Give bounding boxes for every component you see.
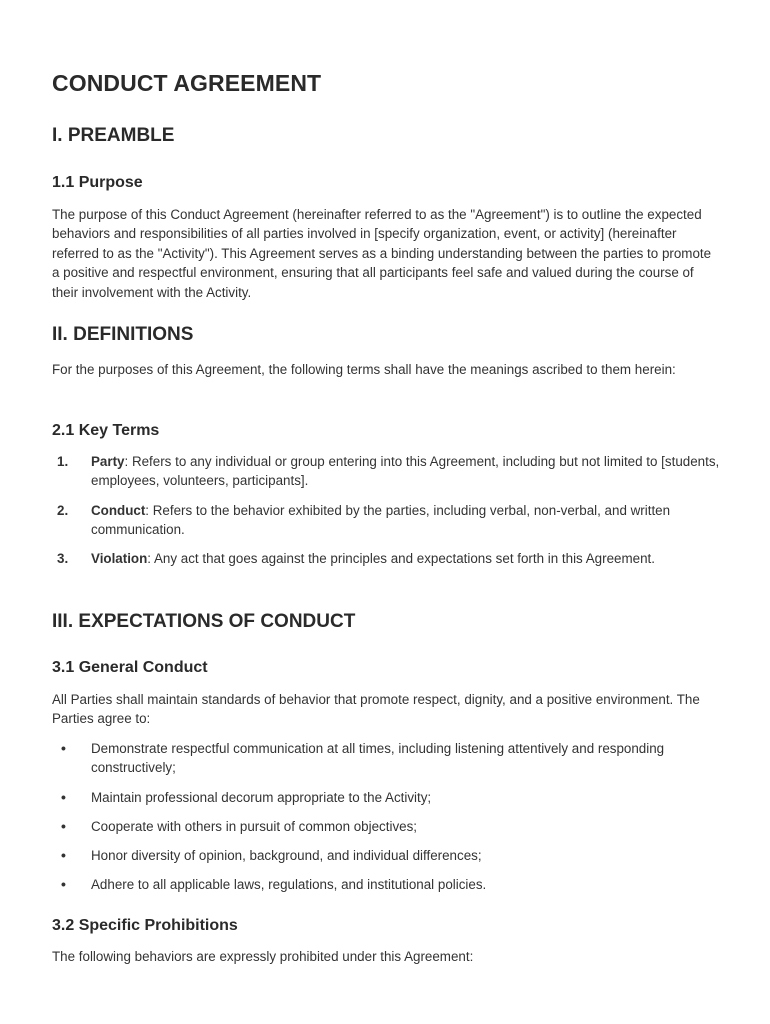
list-item — [52, 501, 722, 540]
term-definition: : Any act that goes against the principles and expectations set forth in this Agreement. — [147, 551, 655, 566]
section-heading-definitions: II. DEFINITIONS — [52, 324, 194, 345]
document-title: CONDUCT AGREEMENT — [52, 70, 322, 96]
list-item — [52, 788, 722, 807]
term-definition: : Refers to any individual or group entering into this Agreement, including but not limited to [students, employees, volunteers, participants]. — [91, 454, 720, 489]
bullet-icon: • — [61, 789, 66, 805]
bullet-icon: • — [61, 740, 66, 756]
purpose-paragraph: The purpose of this Conduct Agreement (hereinafter referred to as the "Agreement") is to outline the expected behaviors and responsibilities of all parties involved in [specify organization, event, or activity] (hereinafter referred to as the "Activity"). This Agreement serves as a binding understanding between the parties to promote a positive and respectful environment, ensuring that all participants feel safe and valued during the course of their involvement with the Activity. — [52, 207, 712, 300]
list-item — [52, 817, 722, 836]
term-label: Party — [91, 454, 125, 469]
bullet-icon: • — [61, 876, 66, 892]
section-heading-expectations: III. EXPECTATIONS OF CONDUCT — [52, 611, 356, 632]
subsection-heading-purpose: 1.1 Purpose — [52, 174, 143, 191]
definitions-intro-paragraph: For the purposes of this Agreement, the following terms shall have the meanings ascribed to them herein: — [52, 362, 676, 377]
list-item — [52, 452, 722, 491]
list-item-text: Honor diversity of opinion, background, and individual differences; — [91, 848, 482, 863]
section-heading-preamble: I. PREAMBLE — [52, 125, 175, 146]
list-item-text: Demonstrate respectful communication at all times, including listening attentively and responding constructively; — [91, 741, 665, 776]
term-definition: : Refers to the behavior exhibited by the parties, including verbal, non-verbal, and written communication. — [91, 503, 671, 538]
prohibitions-intro-paragraph: The following behaviors are expressly prohibited under this Agreement: — [52, 949, 474, 964]
list-item — [52, 739, 722, 778]
list-item-text: Cooperate with others in pursuit of common objectives; — [91, 819, 417, 834]
bullet-icon: • — [61, 818, 66, 834]
list-item — [52, 549, 722, 568]
list-item-number: 3. — [57, 551, 69, 566]
list-item — [52, 875, 722, 894]
term-label: Violation — [91, 551, 148, 566]
list-item-number: 1. — [57, 454, 69, 469]
bullet-icon: • — [61, 847, 66, 863]
list-item-text: Maintain professional decorum appropriate to the Activity; — [91, 790, 432, 805]
subsection-heading-specific-prohibitions: 3.2 Specific Prohibitions — [52, 917, 238, 934]
subsection-heading-general-conduct: 3.1 General Conduct — [52, 659, 208, 676]
list-item-number: 2. — [57, 503, 69, 518]
subsection-heading-key-terms: 2.1 Key Terms — [52, 422, 160, 439]
list-item-text: Adhere to all applicable laws, regulations, and institutional policies. — [91, 877, 487, 892]
general-conduct-intro-paragraph: All Parties shall maintain standards of behavior that promote respect, dignity, and a positive environment. The Parties agree to: — [52, 692, 700, 727]
list-item — [52, 846, 722, 865]
term-label: Conduct — [91, 503, 146, 518]
